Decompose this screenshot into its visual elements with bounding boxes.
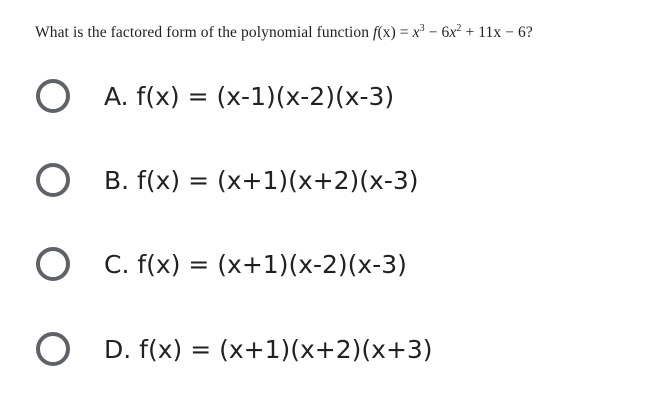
- option-a-label: A. f(x) = (x-1)(x-2)(x-3): [104, 81, 395, 111]
- function-arg: (x): [377, 24, 396, 41]
- question-prefix: What is the factored form of the polynomial function: [35, 24, 374, 41]
- term2-base: x: [449, 24, 457, 41]
- question-suffix: ?: [525, 24, 533, 41]
- term2-exponent: 2: [456, 23, 462, 34]
- option-b[interactable]: [36, 158, 419, 202]
- option-b-label: B. f(x) = (x+1)(x+2)(x-3): [104, 165, 419, 195]
- term4: 6: [518, 24, 526, 41]
- term1-base: x: [412, 24, 420, 41]
- option-c[interactable]: [36, 242, 407, 286]
- operator-3: −: [501, 24, 519, 41]
- radio-button-d[interactable]: [36, 332, 70, 366]
- equals-sign: =: [395, 24, 413, 41]
- term3: 11x: [478, 24, 502, 41]
- function-name: f: [373, 24, 378, 41]
- term2-coefficient: 6: [441, 24, 450, 41]
- option-d-label: D. f(x) = (x+1)(x+2)(x+3): [104, 334, 433, 364]
- term1-exponent: 3: [419, 23, 425, 34]
- operator-1: −: [424, 24, 442, 41]
- option-d[interactable]: [36, 327, 433, 371]
- radio-button-c[interactable]: [36, 247, 70, 281]
- question-text: [35, 24, 533, 42]
- radio-button-a[interactable]: [36, 79, 70, 113]
- operator-2: +: [461, 24, 479, 41]
- radio-button-b[interactable]: [36, 163, 70, 197]
- polynomial-expression: [373, 24, 526, 41]
- option-a[interactable]: [36, 74, 394, 118]
- option-c-label: C. f(x) = (x+1)(x-2)(x-3): [104, 249, 407, 279]
